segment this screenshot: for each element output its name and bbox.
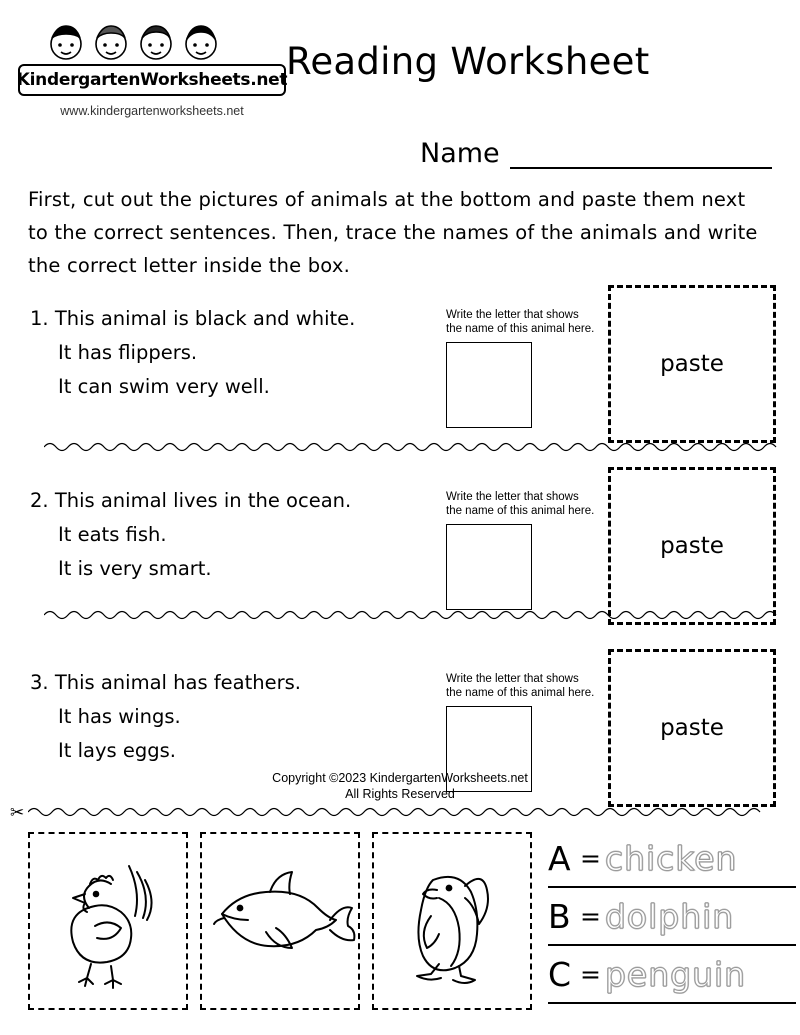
name-label: Name	[420, 138, 500, 169]
name-field-row	[420, 138, 772, 169]
letter-answer-box-2[interactable]	[446, 524, 532, 610]
paste-label-1: paste	[660, 351, 724, 377]
copyright-block	[0, 770, 800, 802]
question-1-text	[30, 302, 460, 404]
question-3-line3: It lays eggs.	[58, 739, 176, 762]
trace-equals-a: =	[580, 843, 601, 873]
logo-text: KindergartenWorksheets.net	[16, 70, 288, 90]
trace-equals-c: =	[580, 959, 601, 989]
paste-box-2[interactable]	[608, 467, 776, 625]
cutout-penguin[interactable]	[372, 832, 532, 1010]
trace-row-b[interactable]	[548, 888, 796, 946]
trace-row-a[interactable]	[548, 830, 796, 888]
page-title: Reading Worksheet	[286, 40, 650, 83]
logo-children-illustration	[36, 22, 286, 66]
cut-line-icon	[44, 440, 800, 454]
trace-row-c[interactable]	[548, 946, 796, 1004]
paste-box-1[interactable]	[608, 285, 776, 443]
question-2-line2: It eats fish.	[58, 523, 167, 546]
trace-word-chicken: chicken	[604, 838, 738, 878]
cut-here-line	[10, 802, 792, 824]
letter-answer-box-1[interactable]	[446, 342, 532, 428]
paste-label-2: paste	[660, 533, 724, 559]
trace-letter-a: A	[548, 838, 571, 878]
chicken-icon	[33, 846, 183, 996]
instructions-text: First, cut out the pictures of animals at the bottom and paste them next to the correct sentences. Then, trace the names of the animals and write the correct letter inside the box.	[28, 188, 758, 277]
question-2-line1: This animal lives in the ocean.	[54, 489, 352, 512]
question-2-line3: It is very smart.	[58, 557, 212, 580]
copyright-line-1: Copyright ©2023 KindergartenWorksheets.net	[272, 771, 528, 785]
scissors-icon: ✂	[10, 803, 25, 822]
question-3-text	[30, 666, 460, 768]
logo-name-plate	[18, 64, 286, 96]
tracing-key	[548, 830, 796, 1004]
trace-word-penguin: penguin	[604, 954, 747, 994]
question-1-number: 1.	[30, 307, 49, 330]
copyright-line-2: All Rights Reserved	[345, 787, 455, 801]
questions-list	[22, 288, 778, 820]
question-2-text	[30, 484, 460, 586]
cut-line-icon	[28, 805, 800, 819]
cutout-chicken[interactable]	[28, 832, 188, 1010]
trace-equals-b: =	[580, 901, 601, 931]
trace-letter-b: B	[548, 896, 571, 936]
cut-line-icon	[44, 608, 800, 622]
question-3-line1: This animal has feathers.	[54, 671, 301, 694]
page-header	[0, 0, 800, 140]
penguin-icon	[377, 846, 527, 996]
name-input-line[interactable]	[510, 143, 772, 169]
cutout-pictures	[28, 832, 532, 1010]
cutout-dolphin[interactable]	[200, 832, 360, 1010]
question-1-line1: This animal is black and white.	[54, 307, 356, 330]
kids-icon	[36, 22, 266, 68]
letter-hint-3: Write the letter that shows the name of this animal here.	[446, 673, 595, 699]
question-2-number: 2.	[30, 489, 49, 512]
question-row-1	[22, 288, 778, 456]
paste-label-3: paste	[660, 715, 724, 741]
question-1-line3: It can swim very well.	[58, 375, 270, 398]
dolphin-icon	[204, 846, 356, 996]
question-1-line2: It has flippers.	[58, 341, 198, 364]
trace-word-dolphin: dolphin	[604, 896, 735, 936]
site-logo[interactable]	[18, 22, 286, 118]
question-3-line2: It has wings.	[58, 705, 181, 728]
scissor-divider-1	[44, 440, 800, 454]
letter-hint-2: Write the letter that shows the name of this animal here.	[446, 491, 595, 517]
scissor-divider-2	[44, 608, 800, 622]
question-3-number: 3.	[30, 671, 49, 694]
letter-hint-1: Write the letter that shows the name of this animal here.	[446, 309, 595, 335]
letter-answer-area-1	[446, 308, 596, 428]
trace-letter-c: C	[548, 954, 572, 994]
site-url: www.kindergartenworksheets.net	[60, 104, 244, 118]
letter-answer-area-2	[446, 490, 596, 610]
